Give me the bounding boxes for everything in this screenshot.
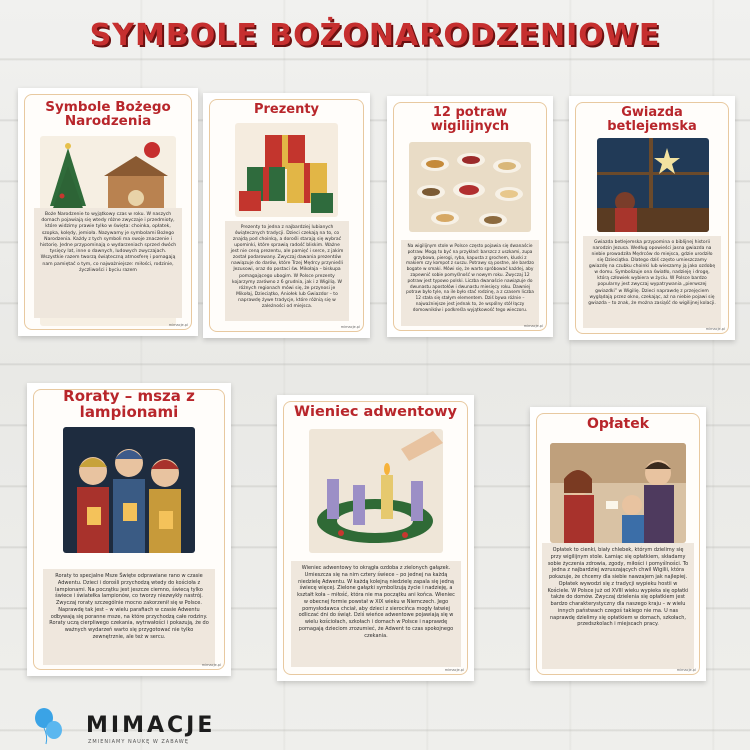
- card-title: Symbole Bożego Narodzenia: [45, 99, 171, 130]
- card-symbole: [18, 88, 198, 336]
- card-description: Wieniec adwentowy to okrągła ozdoba z zielonych gałązek. Umieszcza się na nim cztery świece – po jednej na każdą niedzielę Adwentu. W każdą kolejną niedzielę zapala się jedną świecę więcej. Zielone gałązki symbolizują życie i nadzieję, a kształt koła – miłość, która nie ma początku ani końca. Wieniec w obecnej formie powstał w XIX wieku w Niemczech. Jego pomysłodawca chciał, aby dzieci z sierocińca mogły łatwiej odliczać dni do świąt. Dziś wieńce adwentowe pojawiają się w wielu kościołach, szkołach i domach w Polsce i naprawdę pomagają dzieciom zrozumieć, że Adwent to czas spokojnego czekania.: [291, 561, 461, 667]
- gift-boxes-illustration: [235, 123, 338, 217]
- mini-logo: mimacje.pl: [676, 668, 696, 672]
- balloons-icon: [30, 706, 70, 746]
- card-wieniec: [277, 395, 474, 681]
- brand-logo: [30, 706, 230, 746]
- card-12-potraw: [387, 96, 553, 337]
- card-roraty: [27, 383, 231, 676]
- brand-tagline: ZMIENIAMY NAUKĘ W ZABAWĘ: [88, 739, 189, 745]
- christmas-star-window-illustration: [597, 138, 709, 232]
- page-title: SYMBOLE BOŻONARODZENIOWE: [89, 18, 661, 53]
- card-description: Opłatek to cienki, biały chlebek, którym dzielimy się przy wigilijnym stole. Łamiąc się opłatkiem, składamy sobie życzenia zdrowia, zgody, miłości i pomyślności. To jedna z najbardziej wzruszających chwil Wigilii, która pokazuje, że chcemy dla siebie nawzajem jak najlepiej. Opłatek wywodzi się z tradycji wypieku hostii w Kościele. W Polsce już od XVIII wieku wypieka się opłatki także do domów. Zwyczaj dzielenia się opłatkiem jest bardzo charakterystyczny dla naszego kraju – w wielu innych państwach czegoś takiego nie ma. U nas naprawdę dzielimy się opłatkiem w domach, szkołach, przedszkolach i miejscach pracy.: [542, 543, 694, 669]
- mini-logo: mimacje.pl: [523, 324, 543, 328]
- mini-logo: mimacje.pl: [340, 325, 360, 329]
- card-title: Wieniec adwentowy: [293, 404, 458, 420]
- card-oplatek: [530, 407, 706, 681]
- card-title: Roraty – msza z lampionami: [63, 387, 195, 421]
- family-sharing-wafer-illustration: [550, 443, 686, 543]
- mini-logo: mimacje.pl: [444, 668, 464, 672]
- card-description: Gwiazda betlejemska przypomina o biblijnej historii narodzin Jezusa. Według opowieści jasna gwiazda na niebie prowadziła Mędrców do miejsca, gdzie urodziło się Dzieciątko. Dlatego dziś często umieszczamy gwiazdę na czubku choinki lub wieszamy ją jako ozdobę w domu. Symbolizuje ona światło, nadzieję i drogę, którą człowiek wybiera w życiu. W Polsce bardzo popularny jest zwyczaj wypatrywania „pierwszej gwiazdki” w Wigilię. Dzieci naprawdę z przejęciem wyglądają przez okno, czekając, aż na niebie pojawi się gwiazda – to znak, że można zasiąść do wigilijnej kolacji.: [583, 236, 721, 328]
- mini-logo: mimacje.pl: [201, 663, 221, 667]
- card-title: Opłatek: [586, 416, 650, 432]
- card-title: Gwiazda betlejemska: [607, 105, 697, 134]
- card-description: Prezenty to jedna z najbardziej lubianych świątecznych tradycji. Dzieci czekają na to, co znajdą pod choinką, a dorośli starają się wybrać upominki, które sprawią radość bliskim. Ważne jest nie ceną prezentu, ale pamięć i serce, z jakim został podarowany. Zwyczaj dawania prezentów nawiązuje do darów, które Trzej Mędrcy przynieśli Jezusowi, oraz do postaci św. Mikołaja – biskupa pomagającego ubogim. W Polsce prezenty kojarzymy zarówno z 6 grudnia, jak i z Wigilią. W różnych regionach mówi się, że przynosi je Mikołaj, Dzieciątko, Aniołek lub Gwiazdor – to naprawdę żywe tradycje, które różnią się w zależności od miejsca.: [225, 221, 349, 321]
- card-title: Prezenty: [253, 102, 320, 117]
- card-description: Boże Narodzenie to wyjątkowy czas w roku. W naszych domach pojawiają się wtedy różne zwyczaje i przedmioty, które widzimy prawie tylko w święta: choinka, opłatek, szopka, kolędy, jemioła. Nazywamy je symbolami Bożego Narodzenia. Każdy z tych symboli ma swoje znaczenie i historię. Jedne przypominają o wydarzeniach sprzed dwóch tysięcy lat, inne o dawnych, ludowych zwyczajach. Wszystkie razem tworzą świąteczną atmosferę i pomagają nam pamiętać o tym, co najważniejsze: miłości, rodzinie, życzliwości i byciu razem: [34, 208, 182, 318]
- card-prezenty: [203, 93, 370, 338]
- advent-wreath-candles-illustration: [309, 429, 443, 553]
- christmas-eve-dishes-illustration: [409, 142, 531, 232]
- card-title: 12 potraw wigilijnych: [430, 105, 510, 134]
- children-with-lanterns-illustration: [63, 427, 195, 553]
- card-gwiazda: [569, 96, 735, 340]
- brand-name: MIMACJE: [86, 713, 216, 738]
- mini-logo: mimacje.pl: [168, 323, 188, 327]
- mini-logo: mimacje.pl: [705, 327, 725, 331]
- card-description: Na wigilijnym stole w Polsce często pojawia się dwanaście potraw. Mogą to być na przykład: barszcz z uszkami, zupa grzybowa, pierogi, ryba, kapusta z grochem, kluski z makiem czy kompot z suszu. Potrawy są postne, ale bardzo bogate w smaki. Mówi się, że warto spróbować każdej, aby zapewnić sobie pomyślność w nowym roku. Zwyczaj 12 potraw jest typowo polski. Liczba dwanaście nawiązuje do dwunastu apostołów i dwunastu miesięcy roku. Dawniej potraw było tyle, na ile było stać rodzinę, a z czasem liczba 12 stała się stałym elementem. Dziś bywa różnie – najważniejsze jest jednak to, że wspólny stół łączy domowników i podkreśla wyjątkowość tego wieczoru.: [401, 240, 539, 326]
- card-description: Roraty to specjalne Msze Święte odprawiane rano w czasie Adwentu. Dzieci i dorośli przychodzą wtedy do kościoła z lampionami. Na początku jest jeszcze ciemno, świecą tylko świece i światełka lampionów, co tworzy niezwykły nastrój. Zwyczaj roraty szczególnie mocno zakorzenił się w Polsce. Naprawdę tak jest – w wielu parafiach w czasie Adwentu odbywają się poranne msze, na które przychodzą całe rodziny. Roraty uczą cierpliwego czekania, wytrwałości i pokazują, że do ważnych wydarzeń warto się przygotować nie tylko zewnętrznie, ale też w sercu.: [43, 569, 215, 665]
